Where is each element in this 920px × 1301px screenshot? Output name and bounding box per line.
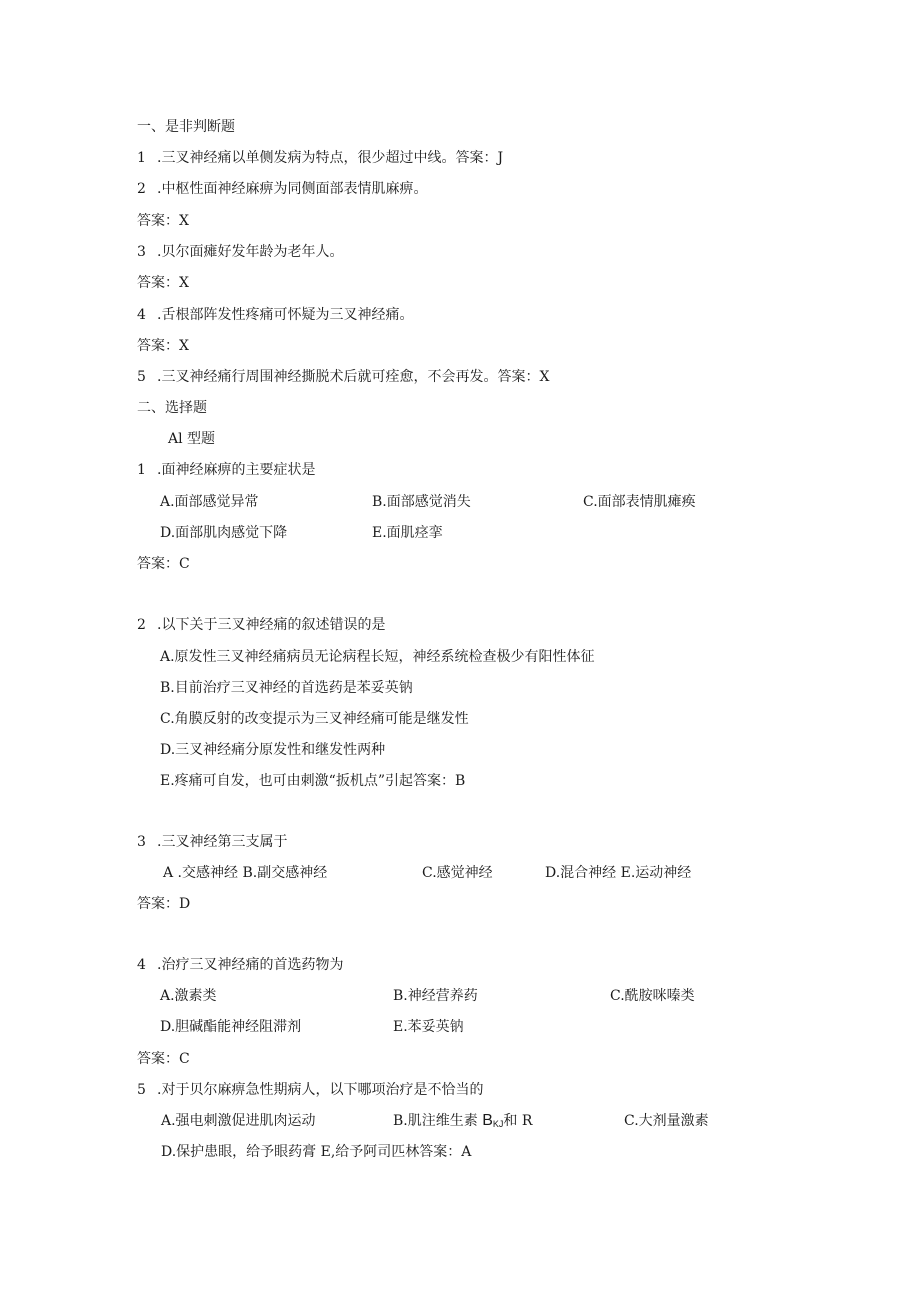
mc-answer-4: 答案：C (137, 1051, 190, 1067)
option-a: A.强电刺激促进肌肉运动 (161, 1113, 316, 1129)
option-c: C.大剂量激素 (624, 1113, 709, 1129)
option-d: D.胆碱酯能神经阻滞剂 (160, 1019, 302, 1035)
option-c: C.酰胺咪嗪类 (610, 988, 695, 1004)
tf-answer-2: 答案：X (137, 213, 189, 229)
tf-question-1 (137, 148, 503, 168)
option-b-suffix: 和 R (503, 1113, 533, 1129)
question-number: 5 (137, 369, 146, 385)
question-number: 3 (137, 834, 146, 850)
option-d: D.面部肌肉感觉下降 (160, 525, 288, 541)
question-text: .三叉神经痛以单侧发病为特点，很少超过中线。答案：J (157, 150, 504, 166)
option-b-subscript: KJ (492, 1119, 504, 1129)
option-b-prefix: B.肌注维生素 (393, 1113, 483, 1129)
mc-question-1 (137, 460, 315, 480)
question-number: 3 (137, 244, 146, 260)
question-stem: .面神经麻痹的主要症状是 (157, 462, 316, 478)
question-number: 2 (137, 181, 146, 197)
question-text: .舌根部阵发性疼痛可怀疑为三叉神经痛。 (157, 307, 414, 323)
section-heading-true-false: 一、是非判断题 (137, 119, 235, 135)
option-d-e-with-answer: D.保护患眼，给予眼药膏 E,给予阿司匹林答案：A (161, 1144, 472, 1160)
question-stem: .三叉神经第三支属于 (157, 834, 288, 850)
mc-question-3 (137, 832, 287, 852)
option-a: A.原发性三叉神经痛病员无论病程长短，神经系统检查极少有阳性体征 (160, 649, 595, 665)
mc-question-5 (137, 1080, 483, 1100)
question-text: .贝尔面瘫好发年龄为老年人。 (157, 244, 344, 260)
tf-answer-4: 答案：X (137, 338, 189, 354)
option-c: C.面部表情肌瘫痪 (583, 494, 696, 510)
option-e: E.苯妥英钠 (393, 1019, 464, 1035)
tf-question-5 (137, 367, 549, 387)
mc-question-2 (137, 615, 385, 635)
mc-question-4 (137, 955, 343, 975)
tf-question-2 (137, 179, 427, 199)
option-d-e: D.混合神经 E.运动神经 (545, 865, 692, 881)
question-number: 4 (137, 307, 146, 323)
mc-answer-3: 答案：D (137, 896, 191, 912)
question-number: 1 (137, 462, 146, 478)
option-a: A.面部感觉异常 (160, 494, 259, 510)
option-e-with-answer: E.疼痛可自发，也可由刺激“扳机点”引起答案：B (160, 773, 466, 789)
section-heading-multiple-choice: 二、选择题 (137, 400, 207, 416)
tf-question-3 (137, 242, 343, 262)
option-b: B.神经营养药 (393, 988, 478, 1004)
option-c: C.角膜反射的改变提示为三叉神经痛可能是继发性 (160, 711, 469, 727)
option-e: E.面肌痉挛 (372, 525, 443, 541)
tf-answer-3: 答案：X (137, 275, 189, 291)
question-stem: .对于贝尔麻痹急性期病人，以下哪项治疗是不恰当的 (157, 1082, 484, 1098)
question-stem: .以下关于三叉神经痛的叙述错误的是 (157, 617, 386, 633)
option-b: B.目前治疗三叉神经的首选药是苯妥英钠 (160, 680, 413, 696)
question-type-label: Al 型题 (168, 431, 216, 447)
question-text: .中枢性面神经麻痹为同侧面部表情肌麻痹。 (157, 181, 428, 197)
question-number: 2 (137, 617, 146, 633)
question-text: .三叉神经痛行周围神经撕脱术后就可痊愈，不会再发。答案：X (157, 369, 550, 385)
option-b: B.面部感觉消失 (372, 494, 471, 510)
option-b (393, 1111, 532, 1131)
mc-answer-1: 答案：C (137, 556, 190, 572)
question-stem: .治疗三叉神经痛的首选药物为 (157, 957, 344, 973)
option-a: A.激素类 (160, 988, 217, 1004)
option-c: C.感觉神经 (422, 865, 493, 881)
option-d: D.三叉神经痛分原发性和继发性两种 (160, 742, 386, 758)
option-a-b: A .交感神经 B.副交感神经 (163, 865, 328, 881)
question-number: 4 (137, 957, 146, 973)
question-number: 5 (137, 1082, 146, 1098)
option-b-letter: B (482, 1112, 493, 1129)
tf-question-4 (137, 305, 413, 325)
question-number: 1 (137, 150, 146, 166)
